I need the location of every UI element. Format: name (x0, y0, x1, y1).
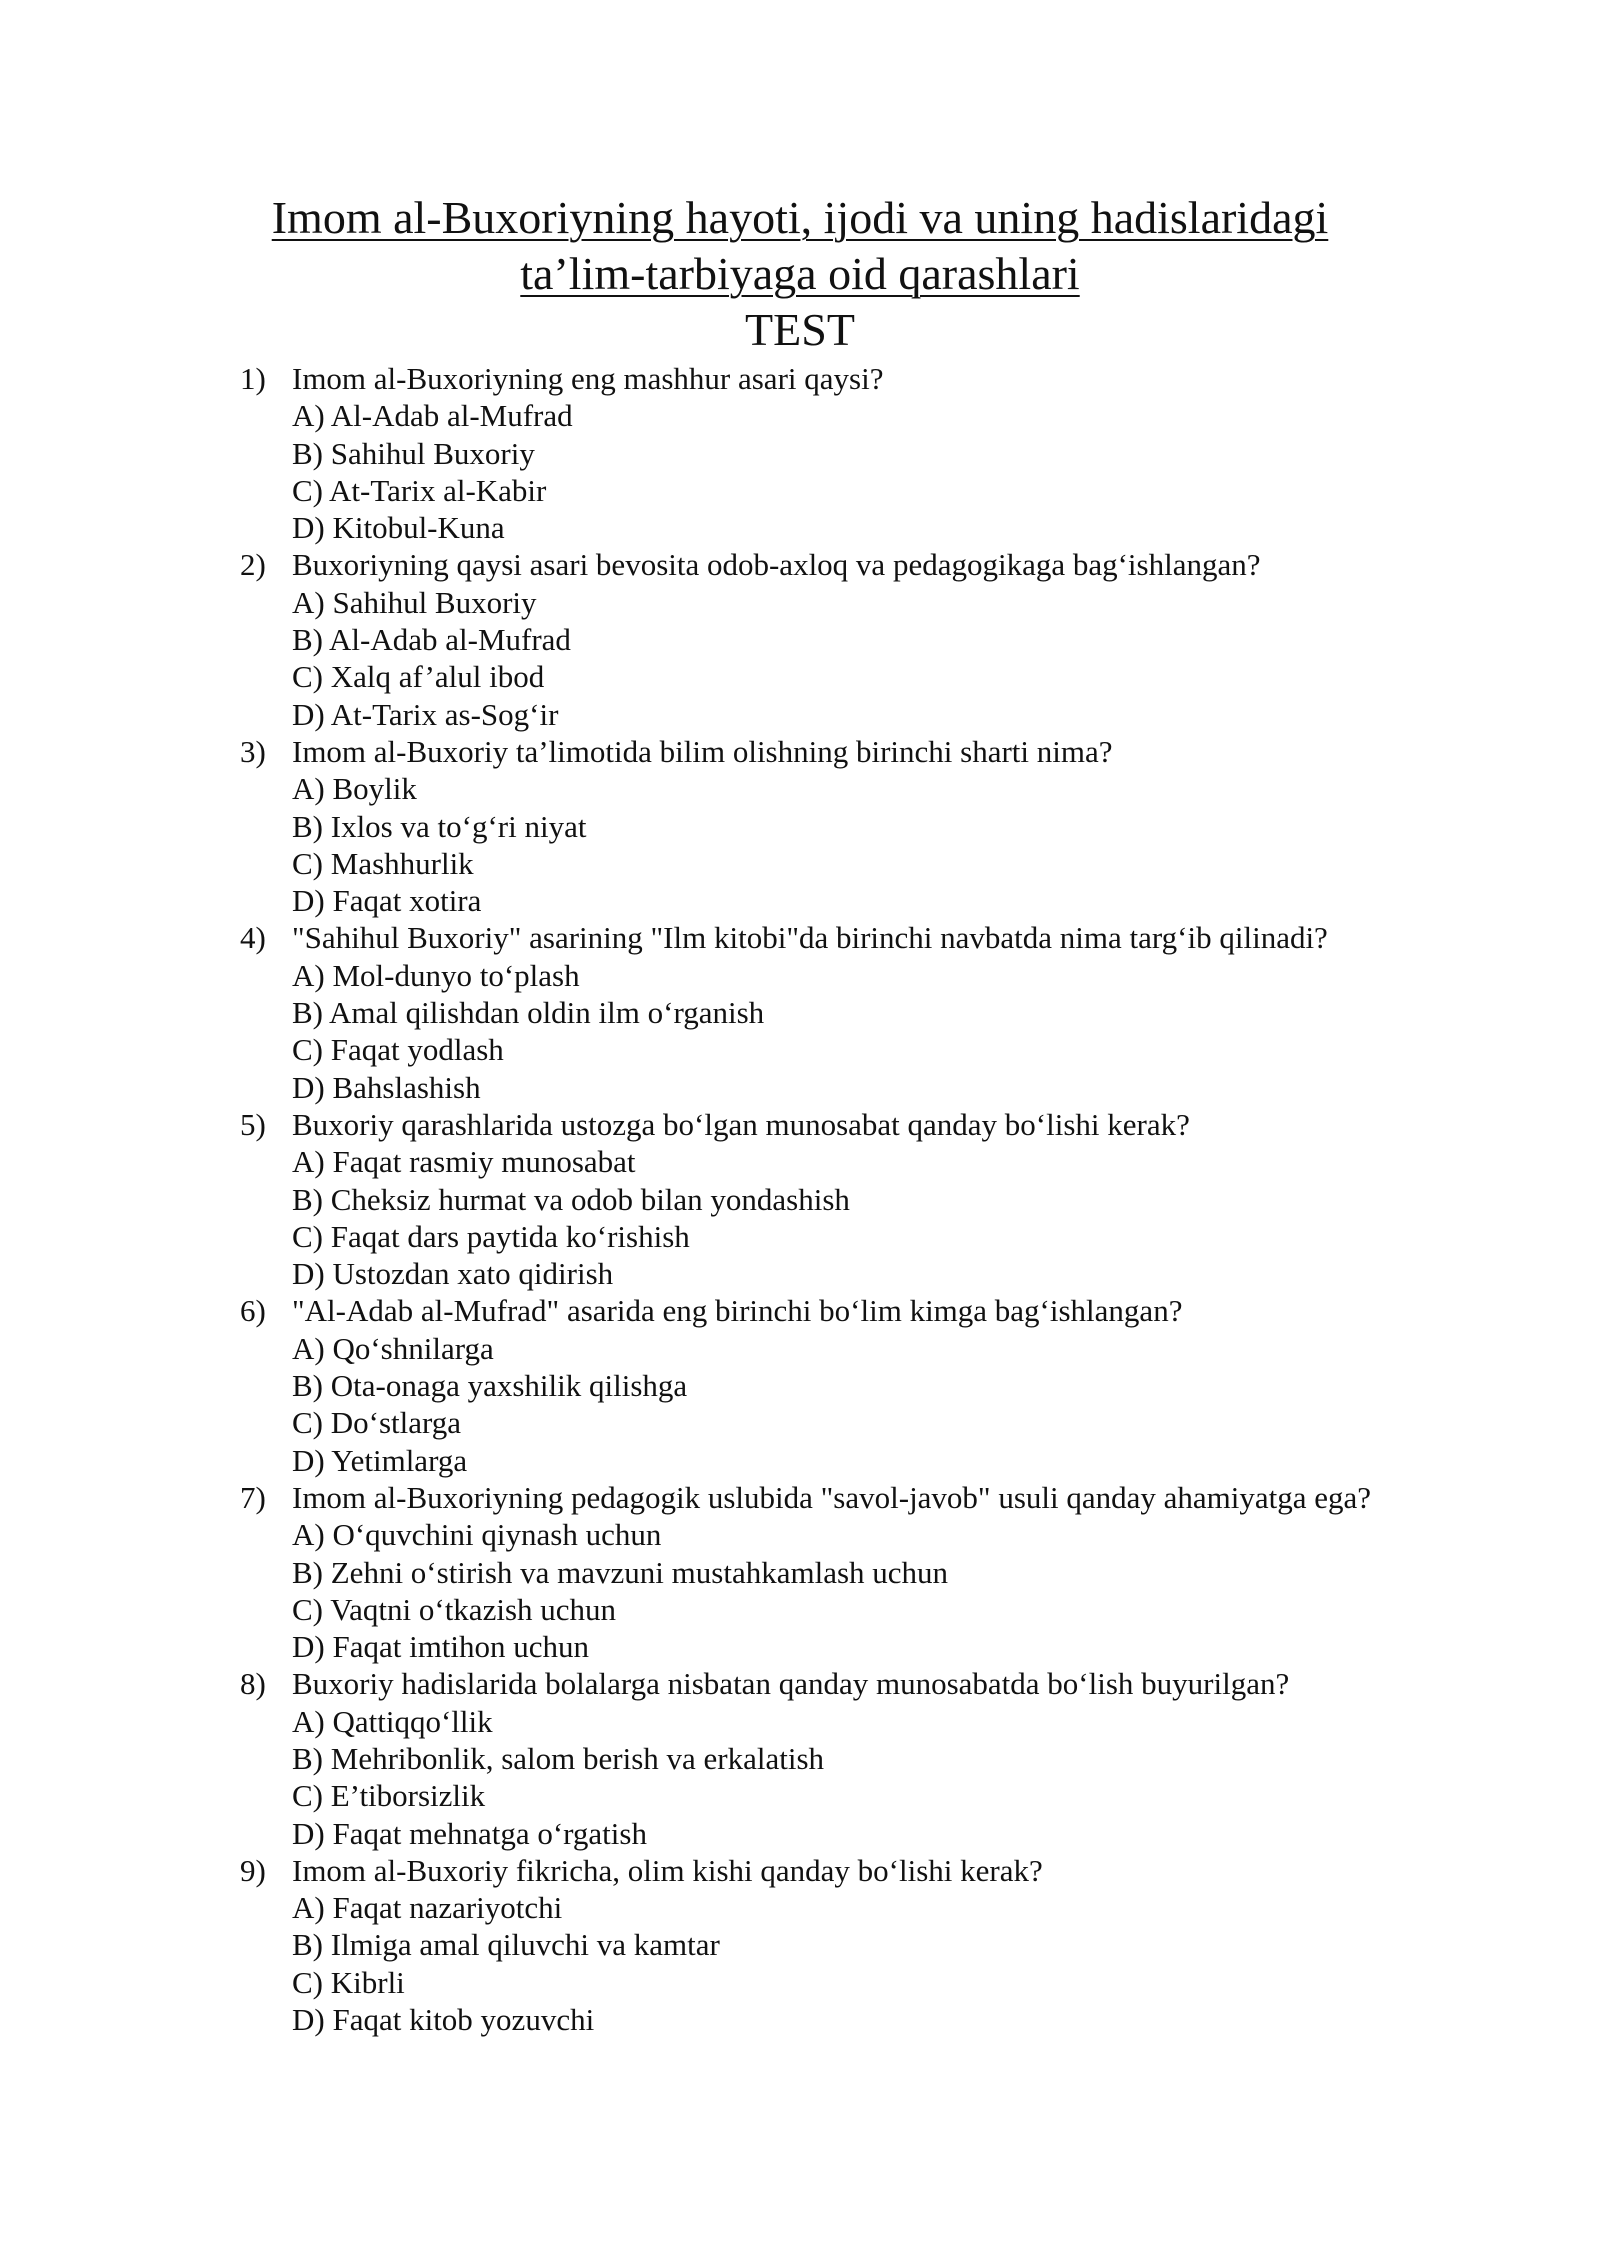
question-number: 3) (240, 733, 266, 769)
answer-option: A) Boylik (292, 771, 417, 807)
question-9 (240, 1852, 1390, 2038)
answer-option: A) Mol-dunyo to‘plash (292, 957, 580, 993)
question-3 (240, 733, 1390, 919)
question-text: Imom al-Buxoriy fikricha, olim kishi qanday bo‘lishi kerak? (292, 1852, 1043, 1888)
answer-option: B) Cheksiz hurmat va odob bilan yondashish (292, 1181, 850, 1217)
answer-option: D) Kitobul-Kuna (292, 510, 505, 546)
question-number: 1) (240, 361, 266, 396)
answer-option: D) Ustozdan xato qidirish (292, 1256, 614, 1292)
answer-option: A) Qo‘shnilarga (292, 1330, 494, 1366)
answer-option: B) Zehni o‘stirish va mavzuni mustahkamlash uchun (292, 1554, 949, 1590)
answer-option: C) Vaqtni o‘tkazish uchun (292, 1591, 617, 1627)
answer-option: A) Faqat rasmiy munosabat (292, 1144, 636, 1180)
answer-option: C) Xalq af’alul ibod (292, 659, 545, 695)
answer-option: C) E’tiborsizlik (292, 1778, 486, 1814)
question-number: 9) (240, 1852, 266, 1888)
answer-option: C) Do‘stlarga (292, 1405, 462, 1441)
question-2 (240, 546, 1390, 732)
question-1 (240, 360, 1390, 546)
answer-option: D) Yetimlarga (292, 1442, 468, 1478)
answer-option: B) Al-Adab al-Mufrad (292, 622, 571, 658)
question-text: Buxoriyning qaysi asari bevosita odob-axloq va pedagogikaga bag‘ishlangan? (292, 547, 1261, 583)
answer-option: D) Faqat imtihon uchun (292, 1629, 590, 1665)
question-number: 7) (240, 1479, 266, 1515)
question-text: Buxoriy hadislarida bolalarga nisbatan qanday munosabatda bo‘lish buyurilgan? (292, 1666, 1290, 1702)
answer-option: C) At-Tarix al-Kabir (292, 472, 547, 508)
answer-option: B) Amal qilishdan oldin ilm o‘rganish (292, 995, 765, 1031)
document-subtitle: TEST (745, 304, 855, 355)
question-text: "Sahihul Buxoriy" asarining "Ilm kitobi"da birinchi navbatda nima targ‘ib qilinadi? (292, 920, 1328, 956)
question-text: Imom al-Buxoriyning pedagogik uslubida "savol-javob" usuli qanday ahamiyatga ega? (292, 1479, 1372, 1515)
question-6 (240, 1292, 1390, 1478)
answer-option: D) At-Tarix as-Sog‘ir (292, 696, 559, 732)
answer-option: A) Sahihul Buxoriy (292, 584, 537, 620)
document-title-line-2: ta’lim-tarbiyaga oid qarashlari (520, 248, 1080, 299)
answer-option: B) Sahihul Buxoriy (292, 435, 535, 471)
answer-option: A) O‘quvchini qiynash uchun (292, 1517, 662, 1553)
answer-option: B) Mehribonlik, salom berish va erkalatish (292, 1740, 825, 1776)
answer-option: B) Ota-onaga yaxshilik qilishga (292, 1368, 688, 1404)
answer-option: B) Ilmiga amal qiluvchi va kamtar (292, 1927, 720, 1963)
answer-option: D) Bahslashish (292, 1069, 481, 1105)
question-number: 4) (240, 920, 266, 956)
question-7 (240, 1479, 1390, 1665)
question-number: 5) (240, 1106, 266, 1142)
answer-option: A) Al-Adab al-Mufrad (292, 398, 573, 434)
question-8 (240, 1665, 1390, 1851)
answer-option: D) Faqat mehnatga o‘rgatish (292, 1815, 647, 1851)
question-number: 2) (240, 547, 266, 583)
answer-option: D) Faqat kitob yozuvchi (292, 2002, 595, 2038)
question-number: 8) (240, 1666, 266, 1702)
answer-option: C) Mashhurlik (292, 845, 474, 881)
question-text: Imom al-Buxoriy ta’limotida bilim olishning birinchi sharti nima? (292, 733, 1113, 769)
answer-option: C) Faqat dars paytida ko‘rishish (292, 1218, 690, 1254)
question-4 (240, 919, 1390, 1105)
question-text: Buxoriy qarashlarida ustozga bo‘lgan munosabat qanday bo‘lishi kerak? (292, 1106, 1190, 1142)
question-5 (240, 1106, 1390, 1292)
question-list (240, 360, 1390, 2038)
answer-option: A) Faqat nazariyotchi (292, 1890, 563, 1926)
answer-option: A) Qattiqqo‘llik (292, 1703, 493, 1739)
answer-option: D) Faqat xotira (292, 883, 482, 919)
question-text: "Al-Adab al-Mufrad" asarida eng birinchi bo‘lim kimga bag‘ishlangan? (292, 1293, 1183, 1329)
answer-option: C) Faqat yodlash (292, 1032, 504, 1068)
answer-option: B) Ixlos va to‘g‘ri niyat (292, 808, 587, 844)
question-text: Imom al-Buxoriyning eng mashhur asari qaysi? (292, 361, 884, 396)
answer-option: C) Kibrli (292, 1964, 405, 2000)
question-number: 6) (240, 1293, 266, 1329)
title-block (0, 190, 1600, 358)
document-title-line-1: Imom al-Buxoriyning hayoti, ijodi va uning hadislaridagi (271, 192, 1329, 243)
